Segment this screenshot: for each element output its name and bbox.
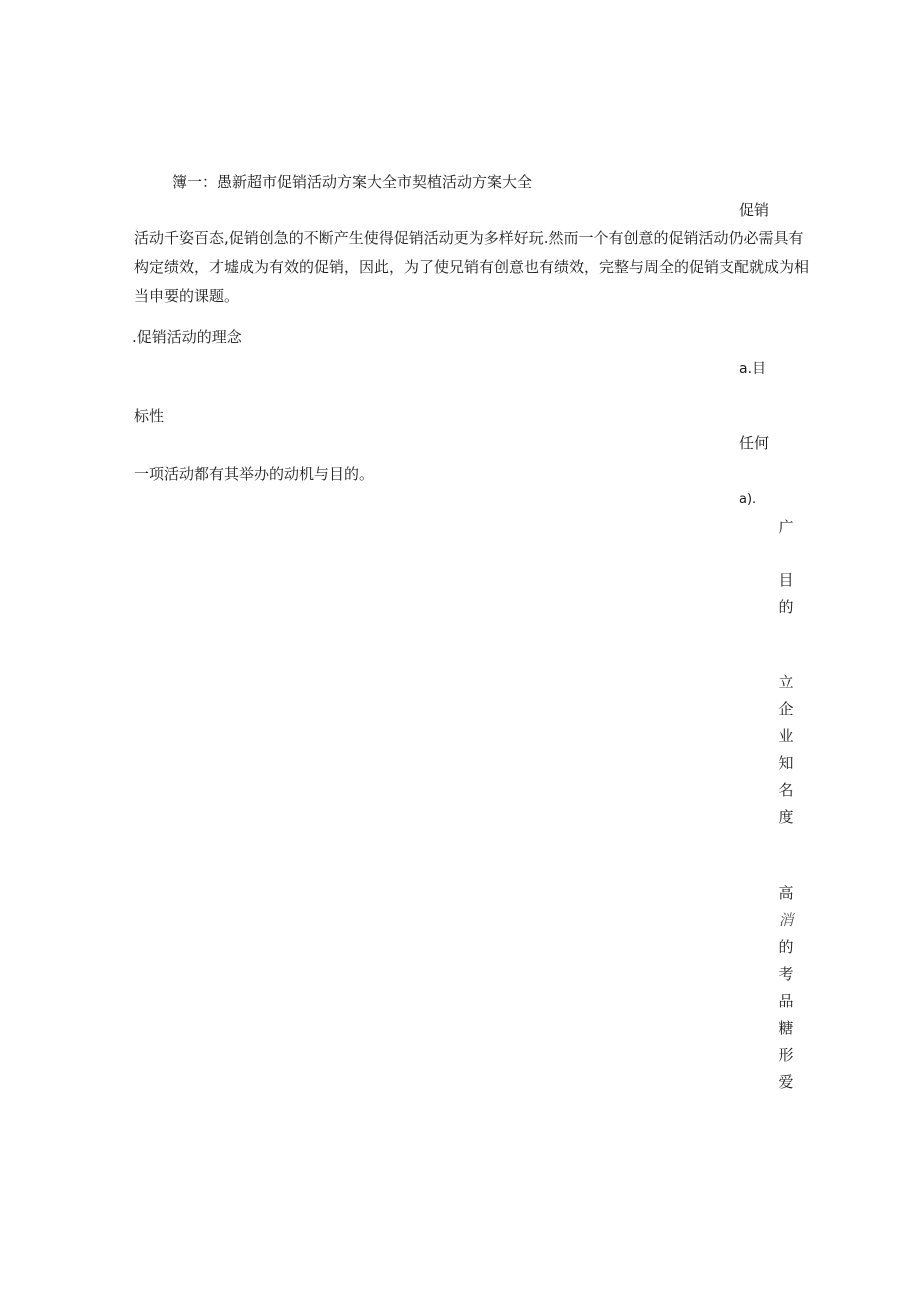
vertical-char: 消 (778, 911, 794, 929)
vertical-char: 糖 (778, 1019, 794, 1037)
vertical-char: 爱 (778, 1073, 794, 1091)
vertical-char: 品 (778, 992, 794, 1010)
vertical-char: 立 (778, 673, 794, 691)
vertical-char: 的 (778, 598, 794, 616)
vertical-char: 企 (778, 700, 794, 718)
vertical-char: 业 (778, 727, 794, 745)
vertical-char: 知 (778, 754, 794, 772)
right-column-fragment: a.目 (739, 361, 767, 377)
paragraph-line: 当申要的课题。 (134, 287, 240, 305)
section-heading: .促销活动的理念 (132, 328, 242, 346)
vertical-char: 广 (778, 518, 794, 536)
paragraph-line: 活动千姿百态,促销创急的不断产生使得促销活动更为多样好玩.然而一个有创意的促销活动仍必需具有 (134, 229, 804, 247)
body-text-line: 标性 (134, 407, 165, 425)
vertical-char: 的 (778, 938, 794, 956)
vertical-char: 名 (778, 781, 794, 799)
paragraph-line: 构定绩效，才墟成为有效的促销，因此，为了使兄销有创意也有绩效，完整与周全的促销支配就成为相 (134, 258, 810, 276)
vertical-char: 目 (778, 571, 794, 589)
right-column-fragment: a). (739, 492, 757, 507)
right-column-fragment: 促销 (739, 201, 770, 219)
body-text-line: 一项活动都有其举办的动机与目的。 (134, 465, 375, 483)
vertical-char: 考 (778, 965, 794, 983)
vertical-char: 形 (778, 1046, 794, 1064)
vertical-char: 度 (778, 808, 794, 826)
vertical-char: 高 (778, 884, 794, 902)
right-column-fragment: 任何 (739, 434, 770, 452)
document-title: 簿一：愚新超市促销活动方案大全市契植活动方案大全 (172, 173, 533, 191)
